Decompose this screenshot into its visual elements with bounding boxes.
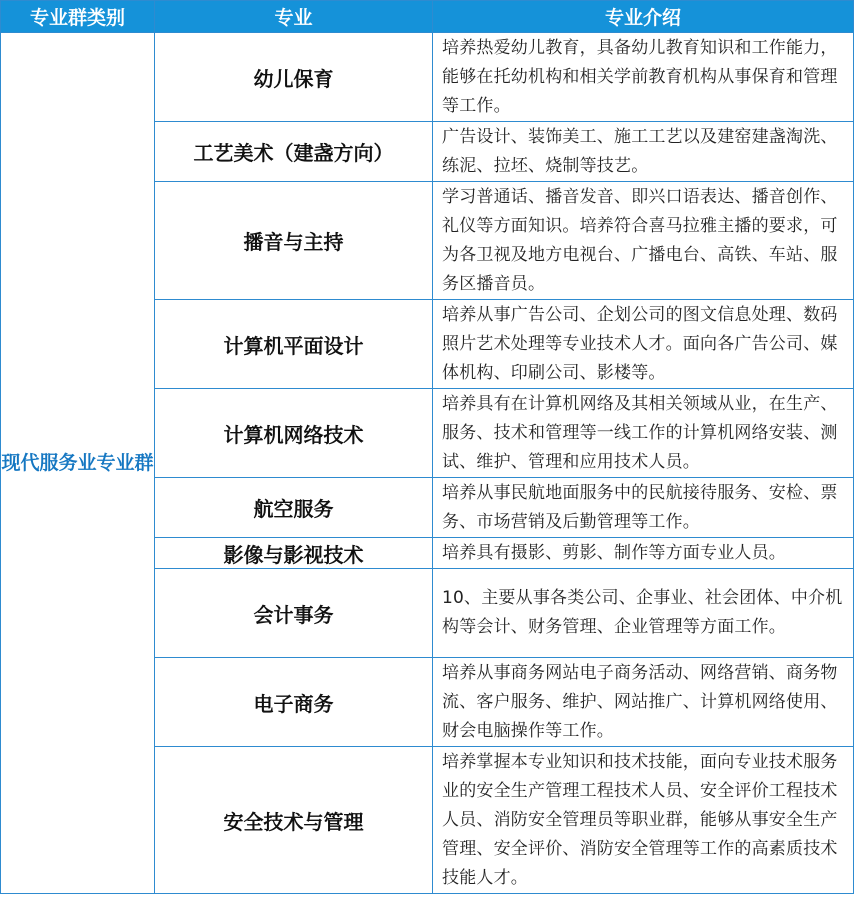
major-name: 计算机网络技术 (155, 389, 433, 478)
header-major: 专业 (155, 1, 433, 33)
table-row (1, 33, 854, 122)
major-description: 学习普通话、播音发音、即兴口语表达、播音创作、礼仪等方面知识。培养符合喜马拉雅主播的要求，可为各卫视及地方电视台、广播电台、高铁、车站、服务区播音员。 (433, 182, 854, 300)
major-name: 影像与影视技术 (155, 538, 433, 569)
major-description: 培养掌握本专业知识和技术技能，面向专业技术服务业的安全生产管理工程技术人员、安全评价工程技术人员、消防安全管理员等职业群，能够从事安全生产管理、安全评价、消防安全管理等工作的高素质技术技能人才。 (433, 747, 854, 894)
major-name: 播音与主持 (155, 182, 433, 300)
major-description: 培养从事民航地面服务中的民航接待服务、安检、票务、市场营销及后勤管理等工作。 (433, 478, 854, 538)
major-description: 培养从事广告公司、企划公司的图文信息处理、数码照片艺术处理等专业技术人才。面向各广告公司、媒体机构、印刷公司、影楼等。 (433, 300, 854, 389)
major-description: 10、主要从事各类公司、企事业、社会团体、中介机构等会计、财务管理、企业管理等方面工作。 (433, 569, 854, 658)
header-row (1, 1, 854, 33)
header-category: 专业群类别 (1, 1, 155, 33)
major-description: 培养具有摄影、剪影、制作等方面专业人员。 (433, 538, 854, 569)
major-name: 计算机平面设计 (155, 300, 433, 389)
major-description: 广告设计、装饰美工、施工工艺以及建窑建盏淘洗、练泥、拉坯、烧制等技艺。 (433, 122, 854, 182)
major-name: 安全技术与管理 (155, 747, 433, 894)
major-description: 培养热爱幼儿教育，具备幼儿教育知识和工作能力，能够在托幼机构和相关学前教育机构从事保育和管理等工作。 (433, 33, 854, 122)
major-description: 培养从事商务网站电子商务活动、网络营销、商务物流、客户服务、维护、网站推广、计算机网络使用、财会电脑操作等工作。 (433, 658, 854, 747)
header-description: 专业介绍 (433, 1, 854, 33)
major-name: 航空服务 (155, 478, 433, 538)
major-name: 会计事务 (155, 569, 433, 658)
major-name: 工艺美术（建盏方向） (155, 122, 433, 182)
major-name: 幼儿保育 (155, 33, 433, 122)
group-category: 现代服务业专业群 (1, 33, 155, 894)
major-name: 电子商务 (155, 658, 433, 747)
major-description: 培养具有在计算机网络及其相关领域从业，在生产、服务、技术和管理等一线工作的计算机网络安装、测试、维护、管理和应用技术人员。 (433, 389, 854, 478)
